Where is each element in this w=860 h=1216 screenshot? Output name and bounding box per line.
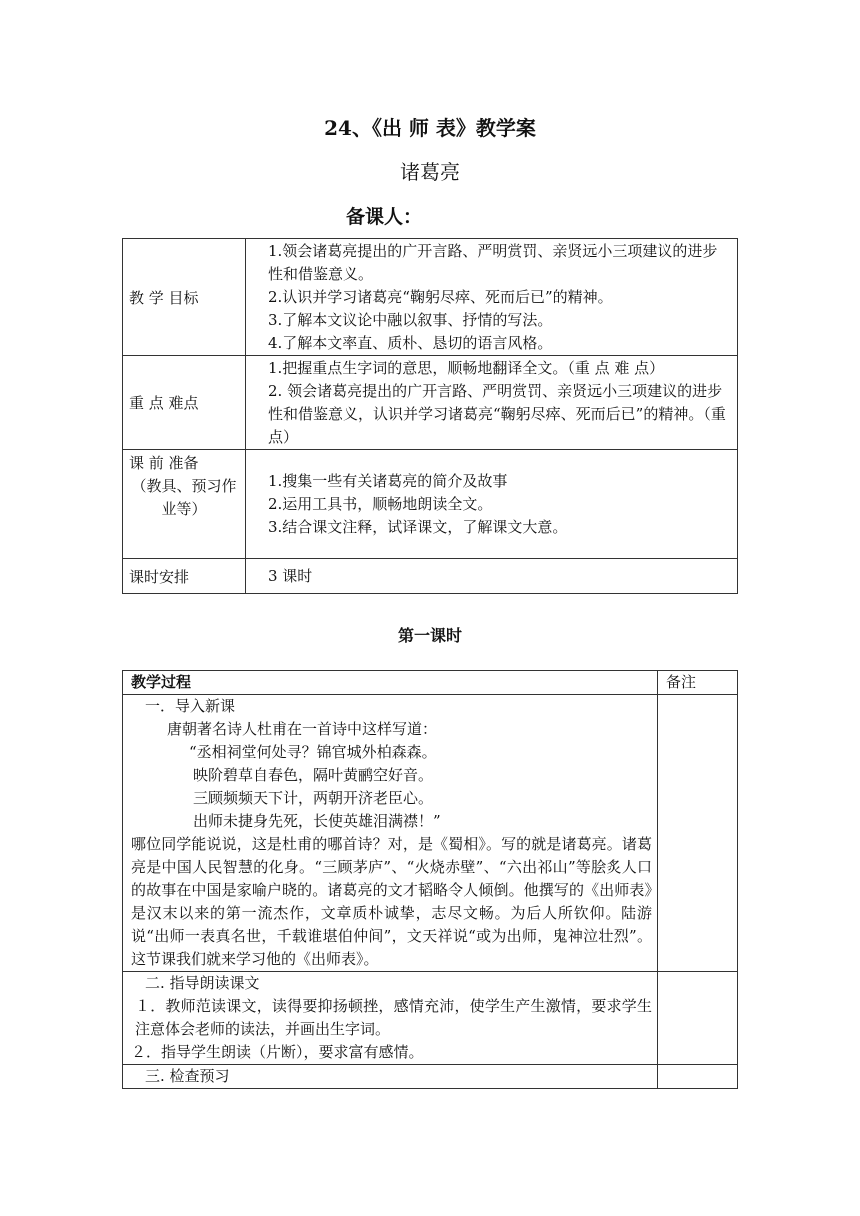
part1-notes (658, 695, 738, 972)
info-row-schedule (123, 559, 738, 594)
info-row-preparation (123, 450, 738, 559)
info-label-preparation (123, 450, 246, 559)
poem-line: “丞相祠堂何处寻？锦官城外柏森森。 (189, 743, 437, 761)
part1-paragraph: 哪位同学能说说，这是杜甫的哪首诗？对，是《蜀相》。写的就是诸葛亮。诸葛亮是中国人民智慧的化身。“三顾茅庐”、“火烧赤壁”、“六出祁山”等脍炙人口的故事在中国是家喻户晓的。诸葛亮的文才韬略令人倾倒。他撰写的《出师表》是汉末以来的第一流杰作，文章质朴诚挚，志尽文畅。为后人所钦仰。陆游说“出师一表真名世，千载谁堪伯仲间”，文天祥说“或为出师，鬼神泣壮烈”。这节课我们就来学习他的《出师表》。 (131, 835, 652, 968)
preparation-sublabel: （教具、预习作业等） (131, 477, 237, 518)
preparation-label: 课 前 准备 (129, 454, 199, 472)
poem-line: 三顾频频天下计，两朝开济老臣心。 (193, 789, 434, 807)
part2-content (123, 972, 658, 1065)
part1-heading: 一．导入新课 (145, 697, 236, 715)
poem-line: 出师未捷身先死，长使英雄泪满襟！” (193, 812, 441, 830)
info-content-objectives (246, 239, 738, 356)
objective-line: 2.认识并学习诸葛亮“鞠躬尽瘁、死而后已”的精神。 (268, 288, 613, 306)
part1-content (123, 695, 658, 972)
info-row-key-points (123, 356, 738, 450)
info-content-preparation (246, 450, 738, 559)
preparation-line: 2.运用工具书，顺畅地朗读全文。 (268, 495, 493, 513)
info-label-key-points: 重 点 难点 (123, 356, 246, 450)
info-label-schedule: 课时安排 (123, 559, 246, 594)
document-title: 24、《出 师 表》教学案 (324, 116, 536, 140)
part1-intro: 唐朝著名诗人杜甫在一首诗中这样写道： (167, 720, 438, 738)
teaching-process-table (122, 670, 738, 1089)
info-label-objectives: 教 学 目标 (123, 239, 246, 356)
key-point-line: 1.把握重点生字词的意思，顺畅地翻译全文。（重 点 难 点） (268, 359, 665, 377)
info-content-key-points (246, 356, 738, 450)
objective-line: 3.了解本文议论中融以叙事、抒情的写法。 (268, 311, 553, 329)
preparation-line: 1.搜集一些有关诸葛亮的简介及故事 (268, 472, 508, 490)
notes-header: 备注 (658, 671, 738, 695)
schedule-value: 3 课时 (268, 567, 313, 585)
key-point-line: 2. 领会诸葛亮提出的广开言路、严明赏罚、亲贤远小三项建议的进步性和借鉴意义，认识并学习诸葛亮“鞠躬尽瘁、死而后已”的精神。（重 点） (268, 382, 726, 446)
poem-line: 映阶碧草自春色，隔叶黄鹂空好音。 (193, 766, 434, 784)
objective-line: 1.领会诸葛亮提出的广开言路、严明赏罚、亲贤远小三项建议的进步性和借鉴意义。 (268, 242, 718, 283)
part3-content (123, 1065, 658, 1089)
objective-line: 4.了解本文率直、质朴、恳切的语言风格。 (268, 334, 553, 352)
section-title: 第一课时 (397, 626, 462, 645)
part3-notes (658, 1065, 738, 1089)
part3-heading: 三. 检查预习 (145, 1067, 230, 1085)
info-content-schedule (246, 559, 738, 594)
process-header-row (123, 671, 738, 695)
preparation-line: 3.结合课文注释，试译课文，了解课文大意。 (268, 518, 568, 536)
process-row-part2 (123, 972, 738, 1065)
info-row-objectives (123, 239, 738, 356)
process-row-part1 (123, 695, 738, 972)
part2-heading: 二. 指导朗读课文 (145, 974, 260, 992)
preparer-label: 备课人： (346, 206, 423, 228)
part2-notes (658, 972, 738, 1065)
process-row-part3 (123, 1065, 738, 1089)
process-header: 教学过程 (123, 671, 658, 695)
part2-step: １．教师范读课文，读得要抑扬顿挫，感情充沛，使学生产生激情，要求学生注意体会老师的读法，并画出生字词。 (135, 997, 652, 1038)
document-author: 诸葛亮 (400, 160, 460, 184)
part2-step: ２．指导学生朗读（片断），要求富有感情。 (131, 1043, 424, 1061)
lesson-info-table (122, 238, 738, 594)
